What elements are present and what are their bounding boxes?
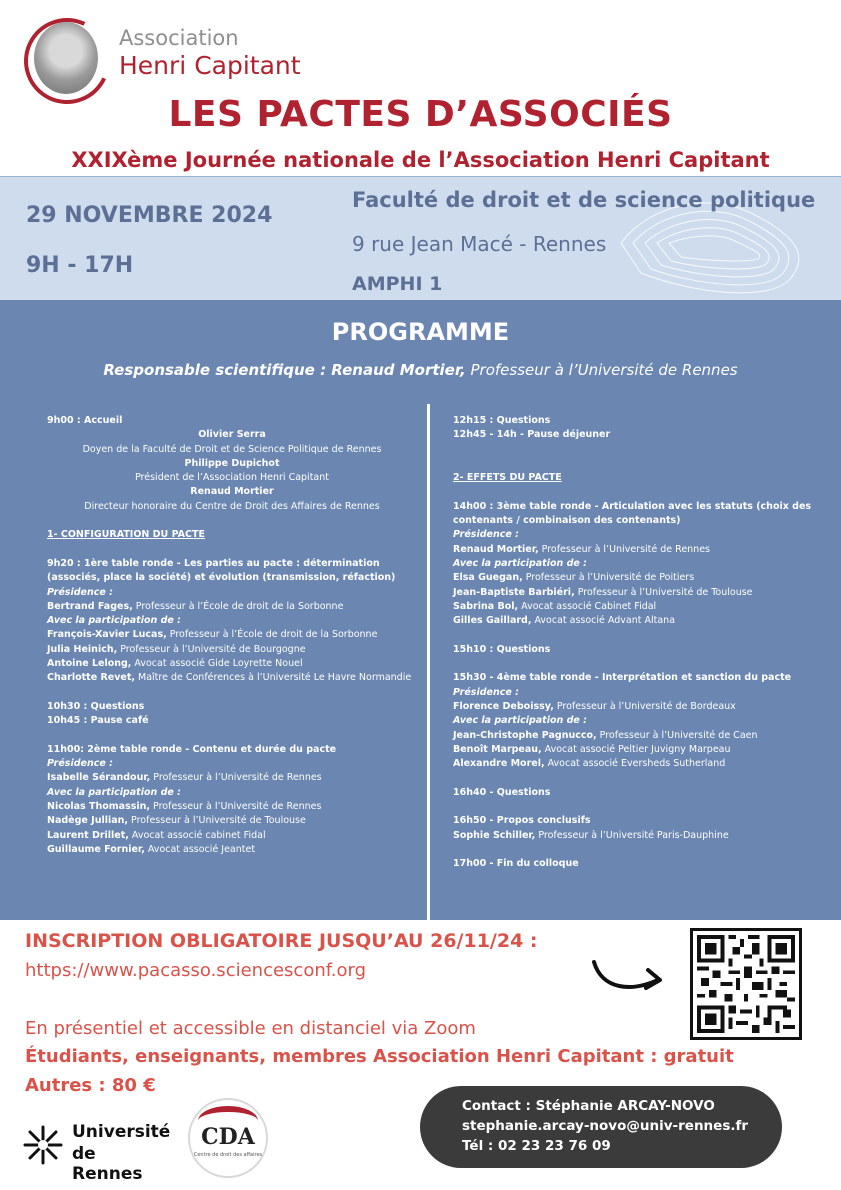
participation-label: Avec la participation de :	[47, 615, 181, 627]
speaker-name: Julia Heinich,	[47, 643, 118, 655]
speaker-role: Avocat associé Jeantet	[144, 843, 256, 855]
speaker-name: Benoît Marpeau,	[453, 743, 542, 755]
presidence-label: Présidence :	[453, 529, 519, 541]
contact-email[interactable]: stephanie.arcay-novo@univ-rennes.fr	[462, 1118, 749, 1134]
speaker-line	[47, 800, 417, 814]
scientific-lead	[0, 361, 841, 379]
speaker-name: Philippe Dupichot	[184, 457, 280, 469]
agenda-item: 9h00 : Accueil	[47, 415, 123, 426]
agenda-item: 16h40 - Questions	[453, 786, 551, 798]
speaker-name: Renaud Mortier,	[453, 543, 539, 555]
speaker-role: Avocat associé Advant Altana	[531, 615, 676, 627]
other-price: Autres : 80 €	[25, 1075, 156, 1096]
speaker-role: Directeur honoraire du Centre de Droit des Affaires de Rennes	[84, 500, 380, 512]
session-title: 9h20 : 1ère table ronde - Les parties au pacte : détermination (associés, place la société) et évolution (transmission, réfaction)	[47, 557, 396, 584]
speaker-role: Professeur à l’Université de Toulouse	[574, 586, 753, 598]
speaker-name: Nadège Jullian,	[47, 815, 129, 827]
page-subtitle: XXIXème Journée nationale de l’Association Henri Capitant	[71, 148, 770, 172]
speaker-role: Professeur à l’Université de Rennes	[538, 543, 710, 555]
speaker-role: Professeur à l’Université de Rennes	[150, 772, 322, 784]
speaker-line	[47, 814, 417, 828]
speaker-name: François-Xavier Lucas,	[47, 629, 167, 641]
cda-logo	[188, 1098, 268, 1178]
agenda-item: 16h50 - Propos conclusifs	[453, 815, 591, 827]
speaker-name: Bertrand Fages,	[47, 600, 133, 612]
speaker-line	[47, 829, 417, 843]
program-title: PROGRAMME	[331, 318, 510, 346]
speaker-role: Avocat associé Peltier Juvigny Marpeau	[541, 743, 731, 755]
free-admission: Étudiants, enseignants, membres Association Henri Capitant : gratuit	[25, 1046, 734, 1067]
logo-name-text: Henri Capitant	[119, 51, 301, 80]
attendance-mode: En présentiel et accessible en distanciel via Zoom	[25, 1018, 476, 1039]
speaker-line	[453, 543, 823, 557]
speaker-name: Laurent Drillet,	[47, 829, 129, 841]
speaker-line	[453, 586, 823, 600]
speaker-role: Maître de Conférences à l’Université Le Havre Normandie	[135, 672, 412, 684]
agenda-item: 12h45 - 14h - Pause déjeuner	[453, 429, 611, 441]
speaker-name: Sophie Schiller,	[453, 829, 536, 841]
speaker-line	[47, 843, 417, 857]
speaker-name: Isabelle Sérandour,	[47, 772, 151, 784]
speaker-role: Professeur à l’Université de Poitiers	[522, 572, 695, 584]
logo-association-text: Association	[119, 26, 239, 50]
speaker-name: Sabrina Bol,	[453, 600, 519, 612]
contact-name: Contact : Stéphanie ARCAY-NOVO	[462, 1098, 715, 1114]
column-divider	[427, 404, 430, 920]
speaker-role: Professeur à l’École de droit de la Sorbonne	[166, 629, 378, 641]
session-title: 11h00: 2ème table ronde - Contenu et durée du pacte	[47, 743, 337, 755]
speaker-line	[453, 600, 823, 614]
speaker-role: Professeur à l’Université de Caen	[596, 729, 758, 741]
agenda-item: 17h00 - Fin du colloque	[453, 858, 579, 870]
speaker-line	[453, 743, 823, 757]
speaker-role: Professeur à l’École de droit de la Sorbonne	[132, 600, 344, 612]
scientific-lead-label: Responsable scientifique : Renaud Mortier,	[103, 361, 466, 379]
speaker-name: Alexandre Morel,	[453, 758, 545, 770]
event-info-band	[0, 176, 841, 300]
portrait-icon	[34, 22, 98, 94]
session-title: 14h00 : 3ème table ronde - Articulation avec les statuts (choix des contenants / combinaison des contenants)	[453, 500, 812, 527]
curved-arrow-icon	[588, 950, 668, 1000]
presidence-label: Présidence :	[47, 758, 113, 770]
presidence-label: Présidence :	[47, 586, 113, 598]
cda-text: CDA	[201, 1124, 255, 1150]
agenda-item: 12h15 : Questions	[453, 415, 551, 426]
ur-text-line2: de Rennes	[72, 1144, 143, 1184]
speaker-role: Professeur à l’Université Paris-Dauphine	[535, 829, 729, 841]
speaker-name: Elsa Guegan,	[453, 572, 523, 584]
speaker-role: Professeur à l’Université de Bourgogne	[117, 643, 306, 655]
speaker-line	[47, 771, 417, 785]
program-right-column	[453, 414, 823, 872]
contact-phone: Tél : 02 23 23 76 09	[462, 1138, 611, 1154]
association-logo	[14, 12, 334, 102]
contact-box	[420, 1086, 782, 1168]
presidence-label: Présidence :	[453, 686, 519, 698]
speaker-name: Jean-Christophe Pagnucco,	[453, 729, 597, 741]
speaker-role: Avocat associé cabinet Fidal	[128, 829, 266, 841]
snowflake-icon	[22, 1124, 64, 1166]
speaker-name: Guillaume Fornier,	[47, 843, 145, 855]
registration-headline: INSCRIPTION OBLIGATOIRE JUSQU’AU 26/11/24 :	[25, 930, 538, 952]
speaker-role: Avocat associé Gide Loyrette Nouel	[131, 658, 303, 670]
speaker-name: Florence Deboissy,	[453, 700, 554, 712]
program-left-column	[47, 414, 417, 857]
speaker-line	[453, 571, 823, 585]
speaker-line	[453, 700, 823, 714]
speaker-line	[47, 600, 417, 614]
agenda-item: 10h30 : Questions	[47, 700, 145, 712]
agenda-item: 15h10 : Questions	[453, 643, 551, 655]
scientific-lead-role: Professeur à l’Université de Rennes	[470, 361, 738, 379]
speaker-line	[453, 614, 823, 628]
speaker-name: Jean-Baptiste Barbiéri,	[453, 586, 575, 598]
universite-rennes-logo	[22, 1118, 172, 1184]
event-date: 29 NOVEMBRE 2024	[26, 203, 273, 228]
speaker-line	[453, 729, 823, 743]
speaker-role: Professeur à l’Université de Bordeaux	[553, 700, 736, 712]
page-title: LES PACTES D’ASSOCIÉS	[168, 94, 673, 135]
speaker-role: Avocat associé Cabinet Fidal	[518, 600, 657, 612]
event-venue: Faculté de droit et de science politique	[352, 188, 816, 212]
speaker-line	[453, 757, 823, 771]
event-address: 9 rue Jean Macé - Rennes	[352, 232, 607, 256]
speaker-role: Président de l’Association Henri Capitant	[135, 472, 329, 484]
speaker-line	[47, 657, 417, 671]
event-hours: 9H - 17H	[26, 253, 134, 278]
speaker-name: Charlotte Revet,	[47, 672, 135, 684]
speaker-line	[47, 671, 417, 685]
section-heading: 2- EFFETS DU PACTE	[453, 472, 562, 484]
speaker-name: Renaud Mortier	[190, 486, 274, 498]
speaker-role: Avocat associé Eversheds Sutherland	[544, 758, 726, 770]
participation-label: Avec la participation de :	[47, 786, 181, 798]
speaker-name: Gilles Gaillard,	[453, 615, 532, 627]
qr-code-icon[interactable]	[690, 928, 802, 1040]
speaker-line	[47, 628, 417, 642]
speaker-name: Olivier Serra	[198, 429, 266, 441]
speaker-name: Antoine Lelong,	[47, 658, 132, 670]
ur-text-line1: Université	[72, 1122, 171, 1142]
participation-label: Avec la participation de :	[453, 715, 587, 727]
speaker-line	[453, 829, 823, 843]
agenda-item: 10h45 : Pause café	[47, 715, 149, 727]
section-heading: 1- CONFIGURATION DU PACTE	[47, 529, 205, 541]
speaker-line	[47, 643, 417, 657]
cda-subtitle: Centre de droit des affaires	[193, 1152, 263, 1158]
session-title: 15h30 - 4ème table ronde - Interprétation et sanction du pacte	[453, 672, 792, 684]
participation-label: Avec la participation de :	[453, 557, 587, 569]
speaker-role: Professeur à l’Université de Toulouse	[128, 815, 306, 827]
speaker-role: Doyen de la Faculté de Droit et de Science Politique de Rennes	[82, 443, 382, 455]
qr-pattern	[697, 935, 795, 1033]
registration-link[interactable]: https://www.pacasso.sciencesconf.org	[25, 960, 367, 981]
speaker-name: Nicolas Thomassin,	[47, 801, 151, 813]
event-room: AMPHI 1	[352, 273, 443, 295]
speaker-role: Professeur à l’Université de Rennes	[150, 801, 322, 813]
